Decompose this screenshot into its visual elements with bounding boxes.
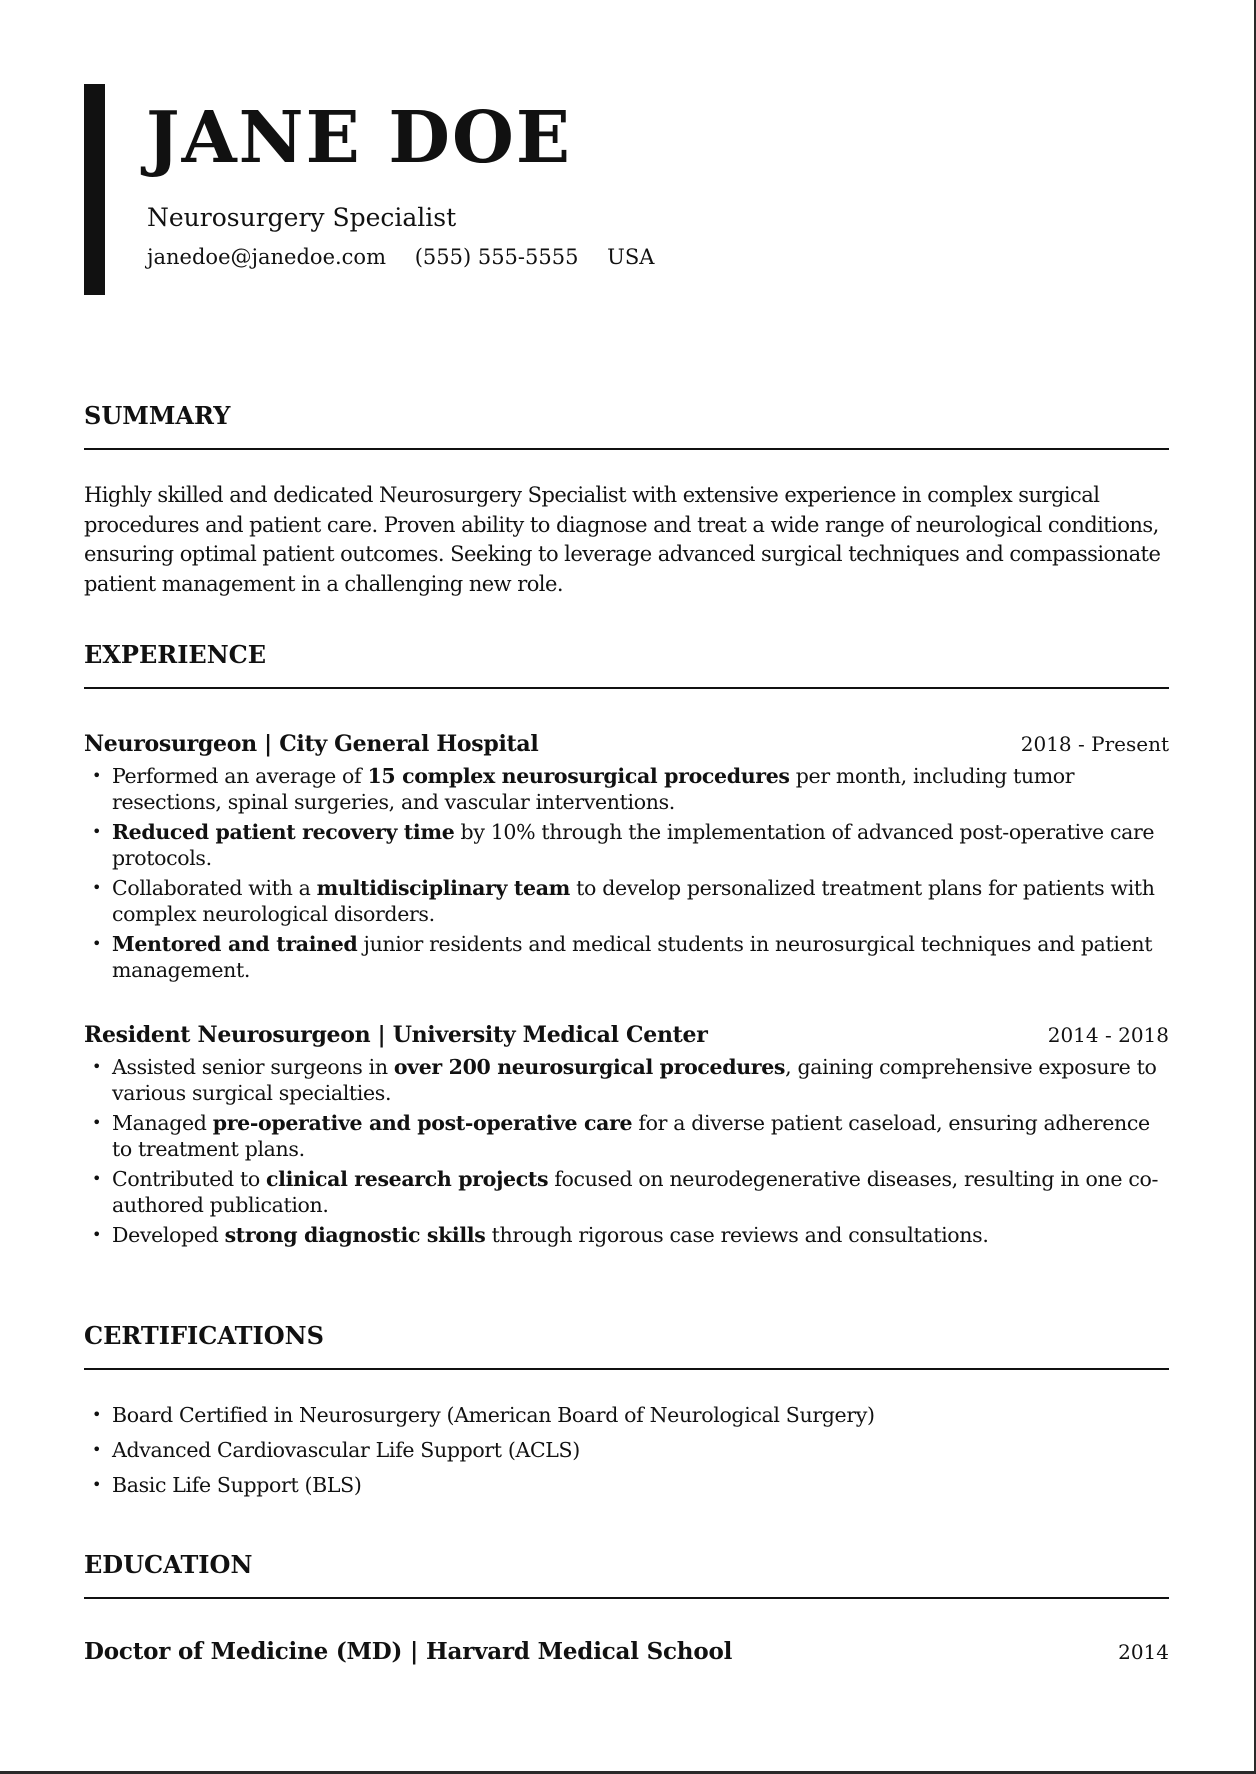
experience-entry (84, 731, 1169, 987)
bullet-item: • Assisted senior surgeons in over 200 neurosurgical procedures, gaining comprehensive exposure to various surgical specialties. (84, 1054, 1169, 1106)
job-dates: 2014 - 2018 (1047, 1023, 1169, 1047)
education-year: 2014 (1118, 1640, 1169, 1664)
job-dates: 2018 - Present (1020, 732, 1169, 756)
bullet-item: • Performed an average of 15 complex neurosurgical procedures per month, including tumor resections, spinal surgeries, and vascular interventions. (84, 763, 1169, 815)
bullet-item: • Managed pre-operative and post-operative care for a diverse patient caseload, ensuring adherence to treatment plans. (84, 1110, 1169, 1162)
certification-item: • Board Certified in Neurosurgery (American Board of Neurological Surgery) (84, 1402, 1169, 1428)
bullet-item: • Contributed to clinical research projects focused on neurodegenerative diseases, resulting in one co-authored publication. (84, 1166, 1169, 1218)
job-bullets (84, 763, 1169, 983)
section-title-education: EDUCATION (84, 1550, 253, 1579)
section-title-experience: EXPERIENCE (84, 640, 267, 669)
certification-item: • Basic Life Support (BLS) (84, 1472, 1169, 1498)
job-role: Neurosurgeon | City General Hospital (84, 731, 539, 757)
bullet-item: • Mentored and trained junior residents and medical students in neurosurgical techniques and patient management. (84, 931, 1169, 983)
certifications-list (84, 1402, 1169, 1507)
bullet-item: • Collaborated with a multidisciplinary team to develop personalized treatment plans for patients with complex neurological disorders. (84, 875, 1169, 927)
candidate-name: JANE DOE (146, 95, 572, 179)
contact-location: USA (607, 245, 655, 269)
section-title-certifications: CERTIFICATIONS (84, 1321, 324, 1350)
section-divider (84, 687, 1169, 689)
section-title-summary: SUMMARY (84, 401, 231, 430)
experience-header (84, 731, 1169, 763)
job-bullets (84, 1054, 1169, 1248)
experience-header (84, 1022, 1169, 1054)
section-divider (84, 1368, 1169, 1370)
experience-entry (84, 1022, 1169, 1252)
section-divider (84, 1597, 1169, 1599)
job-role: Resident Neurosurgeon | University Medical Center (84, 1022, 708, 1048)
bullet-item: • Developed strong diagnostic skills through rigorous case reviews and consultations. (84, 1222, 1169, 1248)
section-divider (84, 448, 1169, 450)
header-accent-bar (84, 84, 105, 295)
contact-line (147, 245, 676, 269)
certification-item: • Advanced Cardiovascular Life Support (ACLS) (84, 1437, 1169, 1463)
bullet-item: • Reduced patient recovery time by 10% through the implementation of advanced post-operative care protocols. (84, 819, 1169, 871)
education-degree: Doctor of Medicine (MD) | Harvard Medical School (84, 1638, 733, 1665)
contact-email[interactable]: janedoe@janedoe.com (147, 245, 386, 269)
education-entry (84, 1638, 1169, 1670)
candidate-title: Neurosurgery Specialist (147, 203, 457, 232)
contact-phone[interactable]: (555) 555-5555 (414, 245, 579, 269)
summary-text: Highly skilled and dedicated Neurosurgery Specialist with extensive experience in complex surgical procedures and patient care. Proven ability to diagnose and treat a wide range of neurological conditions, ensuring optimal patient outcomes. Seeking to leverage advanced surgical techniques and compassionate patient management in a challenging new role. (84, 483, 1161, 596)
